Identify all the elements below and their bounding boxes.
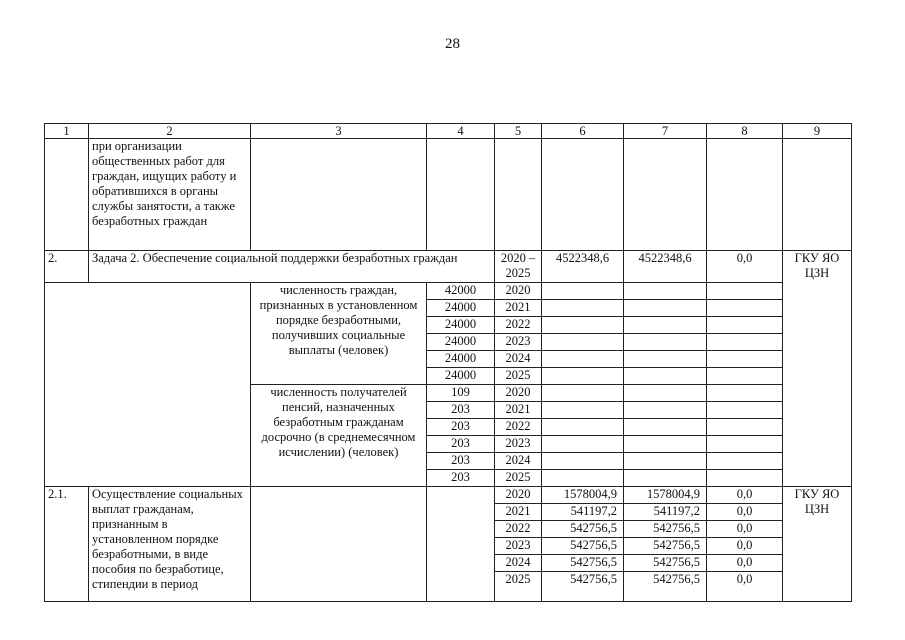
task-col8: 0,0 [707, 251, 783, 283]
indicator-year: 2022 [495, 317, 542, 334]
indicator-year: 2025 [495, 368, 542, 385]
item-col6: 542756,5 [542, 555, 624, 572]
column-header: 7 [624, 124, 707, 139]
item-col8: 0,0 [707, 521, 783, 538]
item-col6: 541197,2 [542, 504, 624, 521]
item-year: 2022 [495, 521, 542, 538]
item-col7: 542756,5 [624, 555, 707, 572]
task-executor: ГКУ ЯО ЦЗН [783, 251, 852, 487]
indicator-name: численность получателей пенсий, назначенных безработным гражданам досрочно (в среднемесячном исчислении) (человек) [251, 385, 427, 487]
item-number: 2.1. [45, 487, 89, 602]
item-title: Осуществление социальных выплат гражданам, признанным в установленном порядке безработными, в виде пособия по безработице, стипендии в период [89, 487, 251, 602]
indicator-value: 24000 [427, 351, 495, 368]
item-col7: 1578004,9 [624, 487, 707, 504]
program-table [44, 123, 852, 602]
item-executor: ГКУ ЯО ЦЗН [783, 487, 852, 602]
item-col7: 541197,2 [624, 504, 707, 521]
column-header: 8 [707, 124, 783, 139]
indicator-value: 42000 [427, 283, 495, 300]
item-col8: 0,0 [707, 487, 783, 504]
item-col6: 542756,5 [542, 572, 624, 602]
column-header: 4 [427, 124, 495, 139]
item-col8: 0,0 [707, 538, 783, 555]
continued-cell-text: при организации общественных работ для граждан, ищущих работу и обратившихся в органы службы занятости, а также безработных граждан [89, 139, 251, 251]
indicator-year: 2024 [495, 351, 542, 368]
item-year: 2024 [495, 555, 542, 572]
item-col6: 542756,5 [542, 521, 624, 538]
item-year: 2023 [495, 538, 542, 555]
indicator-value: 24000 [427, 334, 495, 351]
column-header: 9 [783, 124, 852, 139]
task-row [45, 251, 852, 283]
column-header: 5 [495, 124, 542, 139]
indicator-value: 203 [427, 436, 495, 453]
indicator-name: численность граждан, признанных в установленном порядке безработными, получивших социальные выплаты (человек) [251, 283, 427, 385]
indicator-year: 2025 [495, 470, 542, 487]
task-col6: 4522348,6 [542, 251, 624, 283]
indicator-value: 24000 [427, 317, 495, 334]
indicator-value: 24000 [427, 368, 495, 385]
task-col7: 4522348,6 [624, 251, 707, 283]
indicator-year: 2022 [495, 419, 542, 436]
table-row [45, 139, 852, 251]
indicator-year: 2024 [495, 453, 542, 470]
indicator-value: 109 [427, 385, 495, 402]
indicator-value: 24000 [427, 300, 495, 317]
indicator-year: 2020 [495, 385, 542, 402]
item-col6: 542756,5 [542, 538, 624, 555]
item-year: 2021 [495, 504, 542, 521]
column-header: 6 [542, 124, 624, 139]
item-col7: 542756,5 [624, 538, 707, 555]
indicator-year: 2021 [495, 402, 542, 419]
column-header: 3 [251, 124, 427, 139]
indicator-row [45, 283, 852, 300]
item-col8: 0,0 [707, 555, 783, 572]
item-year: 2020 [495, 487, 542, 504]
indicator-value: 203 [427, 470, 495, 487]
column-header: 2 [89, 124, 251, 139]
task-number: 2. [45, 251, 89, 283]
indicator-value: 203 [427, 453, 495, 470]
indicator-year: 2020 [495, 283, 542, 300]
task-period: 2020 – 2025 [495, 251, 542, 283]
item-row [45, 487, 852, 504]
item-col6: 1578004,9 [542, 487, 624, 504]
column-header: 1 [45, 124, 89, 139]
item-year: 2025 [495, 572, 542, 602]
item-col8: 0,0 [707, 572, 783, 602]
task-title: Задача 2. Обеспечение социальной поддержки безработных граждан [89, 251, 495, 283]
column-number-row [45, 124, 852, 139]
item-col8: 0,0 [707, 504, 783, 521]
indicator-year: 2023 [495, 334, 542, 351]
indicator-value: 203 [427, 419, 495, 436]
item-col7: 542756,5 [624, 521, 707, 538]
indicator-value: 203 [427, 402, 495, 419]
page-number: 28 [445, 36, 460, 52]
item-col7: 542756,5 [624, 572, 707, 602]
indicator-year: 2021 [495, 300, 542, 317]
indicator-year: 2023 [495, 436, 542, 453]
